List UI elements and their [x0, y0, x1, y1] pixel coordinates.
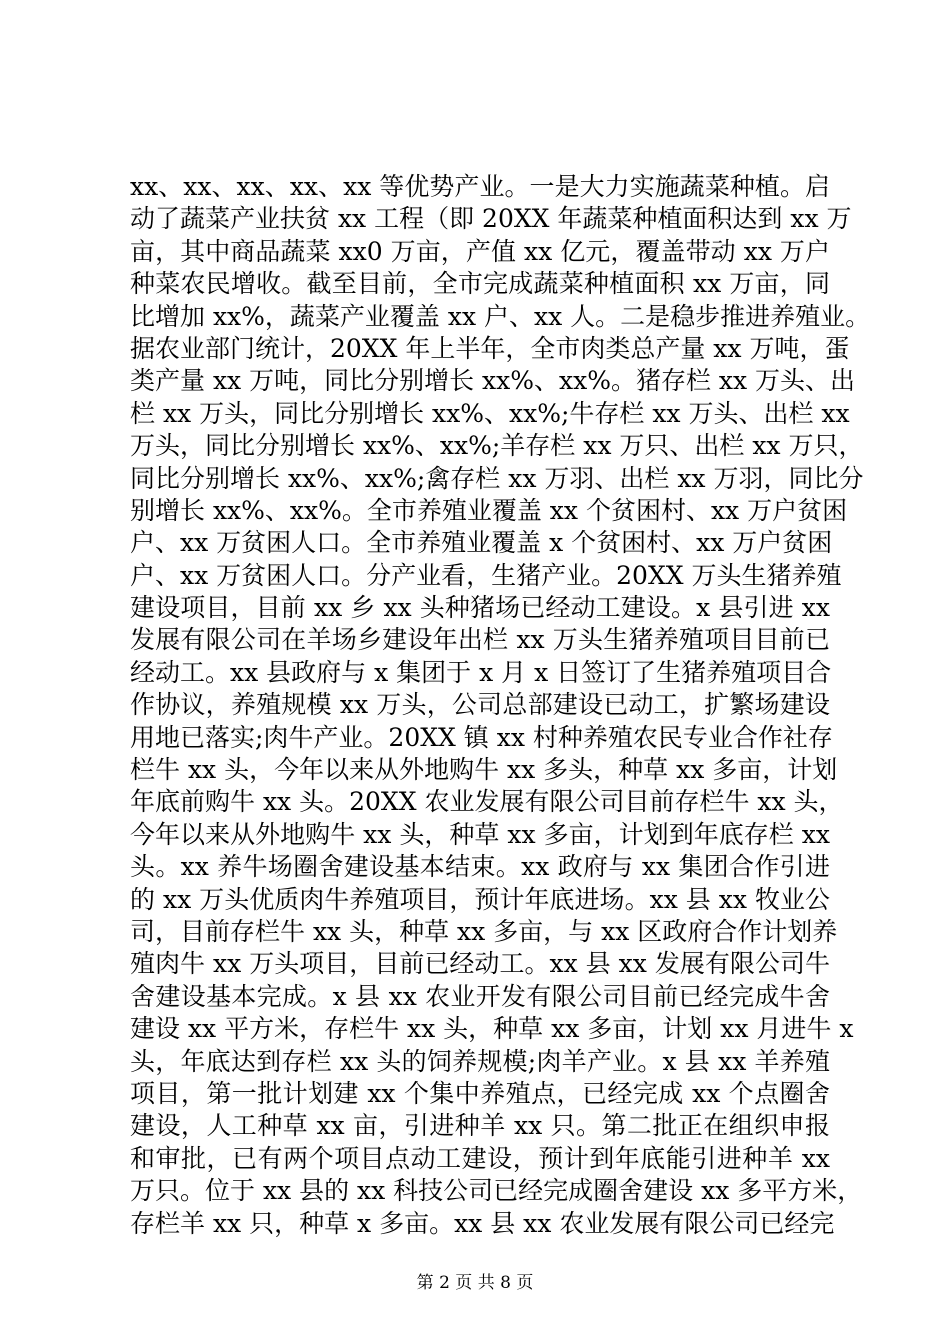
text-line: 户、xx 万贫困人口。分产业看，生猪产业。20XX 万头生猪养殖 — [130, 560, 842, 590]
text-line: 据农业部门统计，20XX 年上半年，全市肉类总产量 xx 万吨，蛋 — [130, 333, 850, 363]
text-line: 栏 xx 万头，同比分别增长 xx%、xx%;牛存栏 xx 万头、出栏 xx — [130, 398, 850, 428]
text-line: 建设项目，目前 xx 乡 xx 头种猪场已经动工建设。x 县引进 xx — [130, 593, 830, 623]
text-line: 用地已落实;肉牛产业。20XX 镇 xx 村种养殖农民专业合作社存 — [130, 722, 833, 752]
page-number-label: 第 2 页 共 8 页 — [416, 1273, 534, 1293]
text-line: 比增加 xx%，蔬菜产业覆盖 xx 户、xx 人。二是稳步推进养殖业。 — [130, 301, 871, 331]
text-line: 经动工。xx 县政府与 x 集团于 x 月 x 日签订了生猪养殖项目合 — [130, 657, 832, 687]
text-line: 户、xx 万贫困人口。全市养殖业覆盖 x 个贫困村、xx 万户贫困 — [130, 528, 833, 558]
text-line: 动了蔬菜产业扶贫 xx 工程（即 20XX 年蔬菜种植面积达到 xx 万 — [130, 204, 852, 234]
text-line: 项目，第一批计划建 xx 个集中养殖点，已经完成 xx 个点圈舍 — [130, 1078, 830, 1108]
text-line: 司，目前存栏牛 xx 头，种草 xx 多亩，与 xx 区政府合作计划养 — [130, 916, 838, 946]
text-line: 今年以来从外地购牛 xx 头，种草 xx 多亩，计划到年底存栏 xx — [130, 819, 830, 849]
text-line: 万头，同比分别增长 xx%、xx%;羊存栏 xx 万只、出栏 xx 万只， — [130, 431, 864, 461]
text-line: 发展有限公司在羊场乡建设年出栏 xx 万头生猪养殖项目目前已 — [130, 625, 830, 655]
text-line: 建设 xx 平方米，存栏牛 xx 头，种草 xx 多亩，计划 xx 月进牛 x — [130, 1014, 854, 1044]
text-line: 建设，人工种草 xx 亩，引进种羊 xx 只。第二批正在组织申报 — [130, 1111, 830, 1141]
text-line: 和审批，已有两个项目点动工建设，预计到年底能引进种羊 xx — [130, 1143, 830, 1173]
body-paragraph — [130, 171, 871, 1240]
text-line: 种菜农民增收。截至目前，全市完成蔬菜种植面积 xx 万亩，同 — [130, 269, 830, 299]
text-line: 类产量 xx 万吨，同比分别增长 xx%、xx%。猪存栏 xx 万头、出 — [130, 366, 856, 396]
text-line: 别增长 xx%、xx%。全市养殖业覆盖 xx 个贫困村、xx 万户贫困 — [130, 495, 848, 525]
text-line: 同比分别增长 xx%、xx%;禽存栏 xx 万羽、出栏 xx 万羽，同比分 — [130, 463, 864, 493]
text-line: 头，年底达到存栏 xx 头的饲养规模;肉羊产业。x 县 xx 羊养殖 — [130, 1046, 830, 1076]
text-line: 作协议，养殖规模 xx 万头，公司总部建设已动工，扩繁场建设 — [130, 690, 830, 720]
text-line: 亩，其中商品蔬菜 xx0 万亩，产值 xx 亿元，覆盖带动 xx 万户 — [130, 236, 830, 266]
text-line: 舍建设基本完成。x 县 xx 农业开发有限公司目前已经完成牛舍 — [130, 981, 830, 1011]
page-footer — [0, 1272, 950, 1294]
text-line: 万只。位于 xx 县的 xx 科技公司已经完成圈舍建设 xx 多平方米， — [130, 1176, 863, 1206]
text-line: 的 xx 万头优质肉牛养殖项目，预计年底进场。xx 县 xx 牧业公 — [130, 884, 830, 914]
text-line: 殖肉牛 xx 万头项目，目前已经动工。xx 县 xx 发展有限公司牛 — [130, 949, 830, 979]
text-line: 头。xx 养牛场圈舍建设基本结束。xx 政府与 xx 集团合作引进 — [130, 852, 830, 882]
text-line: xx、xx、xx、xx、xx 等优势产业。一是大力实施蔬菜种植。启 — [130, 172, 830, 201]
text-line: 存栏羊 xx 只，种草 x 多亩。xx 县 xx 农业发展有限公司已经完 — [130, 1208, 835, 1238]
text-line: 栏牛 xx 头，今年以来从外地购牛 xx 多头，种草 xx 多亩，计划 — [130, 755, 838, 785]
text-line: 年底前购牛 xx 头。20XX 农业发展有限公司目前存栏牛 xx 头， — [130, 787, 844, 817]
